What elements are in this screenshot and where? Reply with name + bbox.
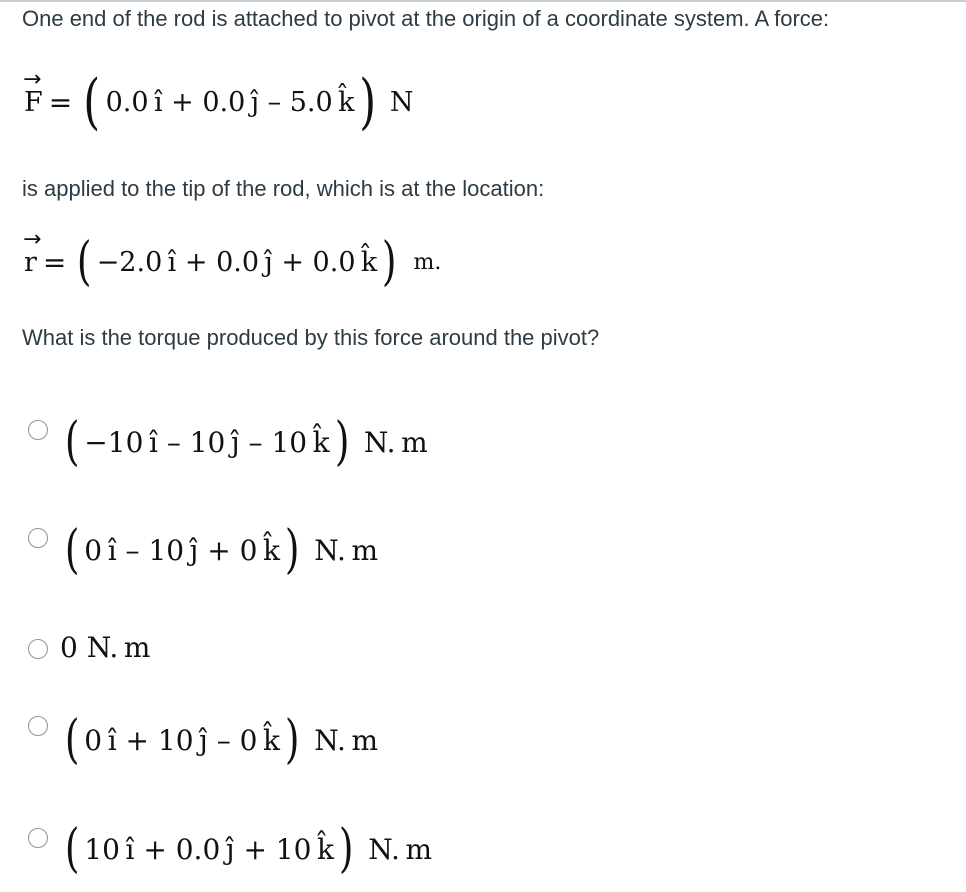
option-2-radio[interactable] bbox=[28, 528, 48, 548]
force-equation bbox=[23, 66, 414, 137]
position-unit: m. bbox=[413, 249, 442, 275]
vector-arrow-icon: → bbox=[23, 226, 42, 252]
left-paren: ( bbox=[77, 232, 92, 292]
option-5-unit: N. m bbox=[368, 832, 433, 866]
option-4-unit: N. m bbox=[314, 723, 379, 757]
option-1-unit: N. m bbox=[363, 425, 428, 459]
option-4-radio[interactable] bbox=[28, 716, 48, 736]
position-components: −2.0 î + 0.0 ĵ + 0.0 k̂ bbox=[96, 246, 378, 278]
right-paren: ) bbox=[359, 67, 377, 137]
right-paren: ) bbox=[284, 520, 300, 580]
option-2-answer[interactable] bbox=[62, 520, 379, 580]
right-paren: ) bbox=[338, 819, 354, 879]
right-paren: ) bbox=[334, 412, 350, 472]
option-4-answer[interactable] bbox=[62, 710, 379, 770]
option-2-components: 0 î – 10 ĵ + 0 k̂ bbox=[84, 533, 280, 567]
option-5-components: 10 î + 0.0 ĵ + 10 k̂ bbox=[84, 832, 334, 866]
vector-arrow-icon: → bbox=[23, 66, 42, 92]
left-paren: ( bbox=[83, 67, 101, 137]
option-2-unit: N. m bbox=[314, 533, 379, 567]
question-intro: One end of the rod is attached to pivot at the origin of a coordinate system. A force: bbox=[22, 6, 830, 31]
force-components: 0.0 î + 0.0 ĵ – 5.0 k̂ bbox=[105, 86, 355, 118]
option-4-components: 0 î + 10 ĵ – 0 k̂ bbox=[84, 723, 280, 757]
left-paren: ( bbox=[64, 412, 80, 472]
left-paren: ( bbox=[64, 520, 80, 580]
option-5-radio[interactable] bbox=[28, 828, 48, 848]
option-5-answer[interactable] bbox=[62, 819, 433, 879]
right-paren: ) bbox=[382, 232, 397, 292]
position-vector-symbol: → r bbox=[23, 226, 42, 278]
option-3-radio[interactable] bbox=[28, 639, 48, 659]
force-unit: N bbox=[389, 86, 414, 118]
equals-sign: = bbox=[48, 85, 73, 119]
left-paren: ( bbox=[64, 819, 80, 879]
top-divider bbox=[0, 0, 966, 2]
right-paren: ) bbox=[284, 710, 300, 770]
equals-sign: = bbox=[42, 245, 67, 279]
position-equation bbox=[23, 226, 442, 292]
option-1-answer[interactable] bbox=[62, 412, 428, 472]
location-text: is applied to the tip of the rod, which is at the location: bbox=[22, 176, 545, 201]
question-prompt: What is the torque produced by this force around the pivot? bbox=[22, 325, 600, 350]
option-1-components: −10 î – 10 ĵ – 10 k̂ bbox=[84, 425, 330, 459]
left-paren: ( bbox=[64, 710, 80, 770]
option-3-answer[interactable]: 0 N. m bbox=[60, 631, 151, 664]
option-1-radio[interactable] bbox=[28, 420, 48, 440]
force-vector-symbol: → F bbox=[23, 66, 43, 118]
